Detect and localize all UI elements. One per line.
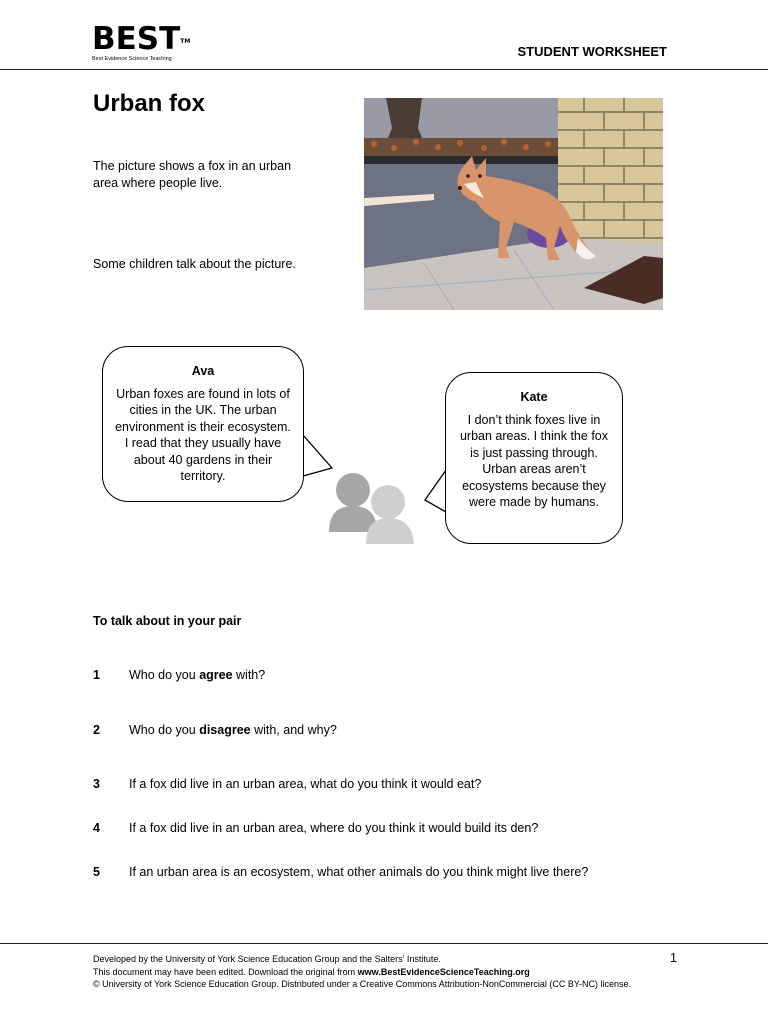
- question-text: If a fox did live in an urban area, where do you think it would build its den?: [129, 821, 539, 835]
- footer-line-developed: Developed by the University of York Science Education Group and the Salters’ Institute.: [93, 954, 441, 964]
- speech-text-ava: Urban foxes are found in lots of cities in the UK. The urban environment is their ecosystem. I read that they usually have about 40 gardens in their territory.: [115, 386, 291, 483]
- question-text: Who do you agree with?: [129, 668, 266, 682]
- footer-divider: [0, 943, 768, 944]
- talk-intro-text: Some children talk about the picture.: [93, 257, 296, 271]
- header-divider: [0, 69, 768, 70]
- footer-line-download: This document may have been edited. Download the original from www.BestEvidenceScienceTeaching.org: [93, 966, 530, 977]
- question-text: Who do you disagree with, and why?: [129, 723, 337, 737]
- best-logo: [92, 21, 191, 63]
- question-text: If a fox did live in an urban area, what do you think it would eat?: [129, 777, 482, 791]
- logo-text: BEST: [92, 21, 181, 57]
- page-number: 1: [670, 951, 677, 965]
- urban-fox-illustration: [364, 98, 663, 310]
- intro-text: The picture shows a fox in an urban area where people live.: [93, 159, 292, 190]
- speech-bubble-kate: [445, 372, 623, 544]
- footer-website-link[interactable]: www.BestEvidenceScienceTeaching.org: [357, 966, 530, 977]
- logo-tagline: Best Evidence Science Teaching: [92, 56, 172, 62]
- people-icon: [326, 470, 418, 548]
- footer-credits: [93, 953, 631, 991]
- question-number: 4: [93, 821, 100, 835]
- question-number: 5: [93, 865, 100, 879]
- footer-line-license: © University of York Science Education Group. Distributed under a Creative Commons Attribution-NonCommercial (CC BY-NC) license.: [93, 979, 632, 989]
- worksheet-label: STUDENT WORKSHEET: [517, 44, 667, 59]
- speech-bubble-ava: [102, 346, 304, 502]
- question-number: 1: [93, 668, 100, 682]
- question-number: 2: [93, 723, 100, 737]
- logo-trademark: TM: [180, 38, 191, 45]
- page-title: Urban fox: [93, 90, 206, 117]
- speaker-name-kate: Kate: [520, 390, 548, 404]
- questions-heading: To talk about in your pair: [93, 614, 242, 628]
- speech-text-kate: I don’t think foxes live in urban areas. I think the fox is just passing through. Urban areas aren’t ecosystems because they were made by humans.: [459, 412, 608, 509]
- question-text: If an urban area is an ecosystem, what other animals do you think might live there?: [129, 865, 589, 879]
- speaker-name-ava: Ava: [191, 364, 215, 378]
- question-number: 3: [93, 777, 100, 791]
